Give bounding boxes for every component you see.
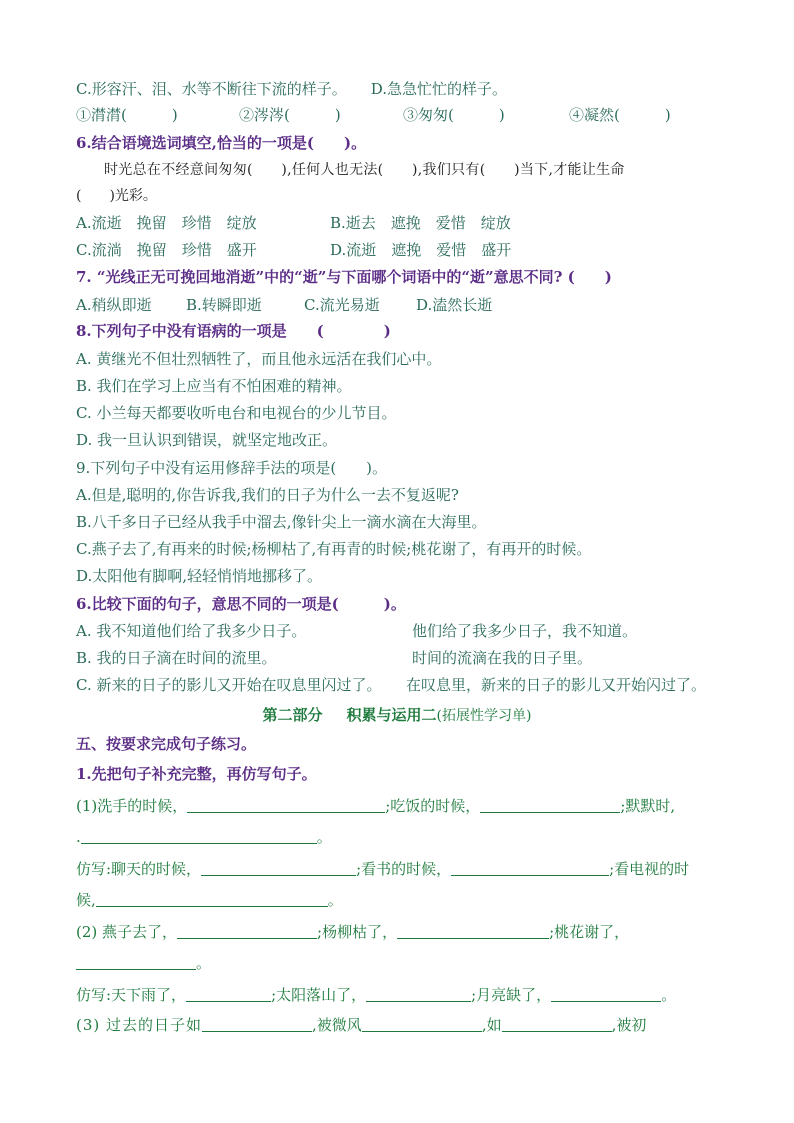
imitate-2-blank-1[interactable] (186, 986, 271, 1002)
q5-word-3: ③匆匆( ) (403, 106, 505, 124)
imitate-2-blank-3[interactable] (551, 986, 661, 1002)
exercise-2-blank-2[interactable] (397, 923, 549, 939)
exercise-1-blank-2[interactable] (480, 797, 620, 813)
imitate-2-part-a: 仿写:天下雨了， (76, 986, 187, 1004)
imitate-1-part-b: ;看书的时候， (356, 860, 452, 878)
q6-title: 6.结合语境选词填空,恰当的一项是( )。 (76, 134, 367, 152)
exercise-1-line1 (76, 795, 675, 817)
q6b-title: 6.比较下面的句子，意思不同的一项是( )。 (76, 595, 406, 613)
q6b-row-c (76, 674, 706, 696)
q5-words-row (76, 104, 671, 126)
q6-options-ab (76, 212, 511, 234)
exercise-2-end: 。 (196, 954, 212, 972)
q6-options-cd (76, 239, 511, 261)
q8-title: 8.下列句子中没有语病的一项是 ( ) (76, 322, 391, 340)
exercise-1-part-c: ;默默时, (620, 797, 676, 815)
q6b-row-b-right: 时间的流滴在我的日子里。 (412, 649, 593, 667)
q5-word-4: ④凝然( ) (569, 106, 671, 124)
exercise-3-blank-2[interactable] (362, 1016, 482, 1032)
q5-option-c: C.形容汗、泪、水等不断往下流的样子。 (76, 80, 347, 98)
q9-option-c: C.燕子去了,有再来的时候;杨柳枯了,有再青的时候;桃花谢了，有再开的时候。 (76, 540, 592, 558)
exercise-3-line1 (76, 1014, 646, 1036)
section5-title: 五、按要求完成句子练习。 (76, 735, 257, 753)
q8-option-d: D. 我一旦认识到错误，就坚定地改正。 (76, 431, 338, 449)
q6-option-b: B.逝去 遮挽 爱惜 绽放 (330, 214, 511, 232)
exercise-1-part-b: ;吃饭的时候， (385, 797, 481, 815)
exercise-3-blank-1[interactable] (202, 1016, 312, 1032)
imitate-1-part-a: 仿写:聊天的时候， (76, 860, 202, 878)
exercise-1-part-a: (1)洗手的时候， (76, 797, 188, 815)
imitate-2-part-c: ;月亮缺了， (471, 986, 552, 1004)
imitate-1-line1 (76, 858, 689, 880)
exercise-1-end: 。 (316, 828, 332, 846)
exercise-2-line2 (76, 952, 211, 974)
imitate-2-end: 。 (661, 986, 677, 1004)
exercise-3-blank-3[interactable] (502, 1016, 612, 1032)
exercise-3-part-a: (3) 过去的日子如 (76, 1016, 203, 1034)
q6b-row-b-left: B. 我的日子滴在时间的流里。 (76, 649, 277, 667)
exercise-2-blank-1[interactable] (177, 923, 317, 939)
exercise-3-part-c: ,如 (481, 1016, 502, 1034)
part2-subtitle: (拓展性学习单) (436, 708, 532, 724)
imitate-1-blank-2[interactable] (451, 860, 609, 876)
imitate-1-blank-3[interactable] (96, 891, 328, 907)
q5-word-2: ②涔涔( ) (239, 106, 341, 124)
q5-option-d: D.急急忙忙的样子。 (370, 80, 507, 98)
q6-option-a: A.流逝 挽留 珍惜 绽放 (76, 214, 257, 232)
q6-option-d: D.流逝 遮挽 爱惜 盛开 (330, 241, 512, 259)
q6b-row-a (76, 620, 637, 642)
q6b-row-b (76, 647, 592, 669)
imitate-2-line (76, 984, 676, 1006)
exercise-2-line1 (76, 921, 629, 943)
q6b-row-c-left: C. 新来的日子的影儿又开始在叹息里闪过了。 (76, 676, 382, 694)
imitate-1-line2: 候, 。 (76, 891, 343, 909)
q7-option-a: A.稍纵即逝 (76, 296, 152, 314)
exercise-2-part-b: ;杨柳枯了， (317, 923, 398, 941)
q6b-row-c-right: 在叹息里，新来的日子的影儿又开始闪过了。 (406, 676, 707, 694)
q5-option-row (76, 78, 507, 100)
q8-option-c: C. 小兰每天都要收听电台和电视台的少儿节目。 (76, 404, 397, 422)
imitate-1-blank-1[interactable] (201, 860, 356, 876)
q9-option-b: B.八千多日子已经从我手中溜去,像针尖上一滴水滴在大海里。 (76, 513, 487, 531)
q7-option-b: B.转瞬即逝 (186, 296, 262, 314)
q6b-row-a-left: A. 我不知道他们给了我多少日子。 (76, 622, 307, 640)
part2-title: 积累与运用二 (346, 706, 437, 724)
q9-option-d: D.太阳他有脚啊,轻轻悄悄地挪移了。 (76, 567, 323, 585)
q7-options (76, 294, 492, 316)
imitate-2-blank-2[interactable] (366, 986, 471, 1002)
q6-option-c: C.流淌 挽留 珍惜 盛开 (76, 241, 257, 259)
exercise-2-part-a: (2) 燕子去了， (76, 923, 178, 941)
q7-option-d: D.溘然长逝 (416, 296, 493, 314)
section5-q1: 1.先把句子补充完整，再仿写句子。 (76, 765, 317, 783)
q7-title: 7. “光线正无可挽回地消逝”中的“逝”与下面哪个词语中的“逝”意思不同? ( ) (76, 268, 612, 286)
part2-heading (0, 704, 794, 727)
exercise-2-part-c: ;桃花谢了， (549, 923, 630, 941)
imitate-1-part-d: 候, (76, 891, 96, 909)
q8-option-a: A. 黄继光不但壮烈牺牲了，而且他永远活在我们心中。 (76, 350, 442, 368)
q8-option-b: B. 我们在学习上应当有不怕困难的精神。 (76, 377, 352, 395)
q5-word-1: ①潸潸( ) (76, 106, 178, 124)
exercise-3-part-b: ,被微风 (312, 1016, 362, 1034)
q6-text-line1: 时光总在不经意间匆匆( ),任何人也无法( ),我们只有( )当下,才能让生命 (104, 162, 625, 178)
exercise-2-blank-3[interactable] (76, 954, 196, 970)
imitate-1-part-c: ;看电视的时 (609, 860, 690, 878)
exercise-1-line2: . 。 (76, 828, 332, 846)
part2-label: 第二部分 (262, 706, 323, 724)
q9-option-a: A.但是,聪明的,你告诉我,我们的日子为什么一去不复返呢? (76, 486, 459, 504)
q7-option-c: C.流光易逝 (304, 296, 380, 314)
exercise-1-blank-1[interactable] (187, 797, 385, 813)
q6-text-line2: ( )光彩。 (76, 188, 157, 204)
exercise-3-part-d: ,被初 (611, 1016, 647, 1034)
q6b-row-a-right: 他们给了我多少日子，我不知道。 (412, 622, 638, 640)
q9-title: 9.下列句子中没有运用修辞手法的项是( )。 (76, 459, 388, 477)
imitate-2-part-b: ;太阳落山了， (271, 986, 367, 1004)
exercise-1-blank-3[interactable] (81, 828, 317, 844)
